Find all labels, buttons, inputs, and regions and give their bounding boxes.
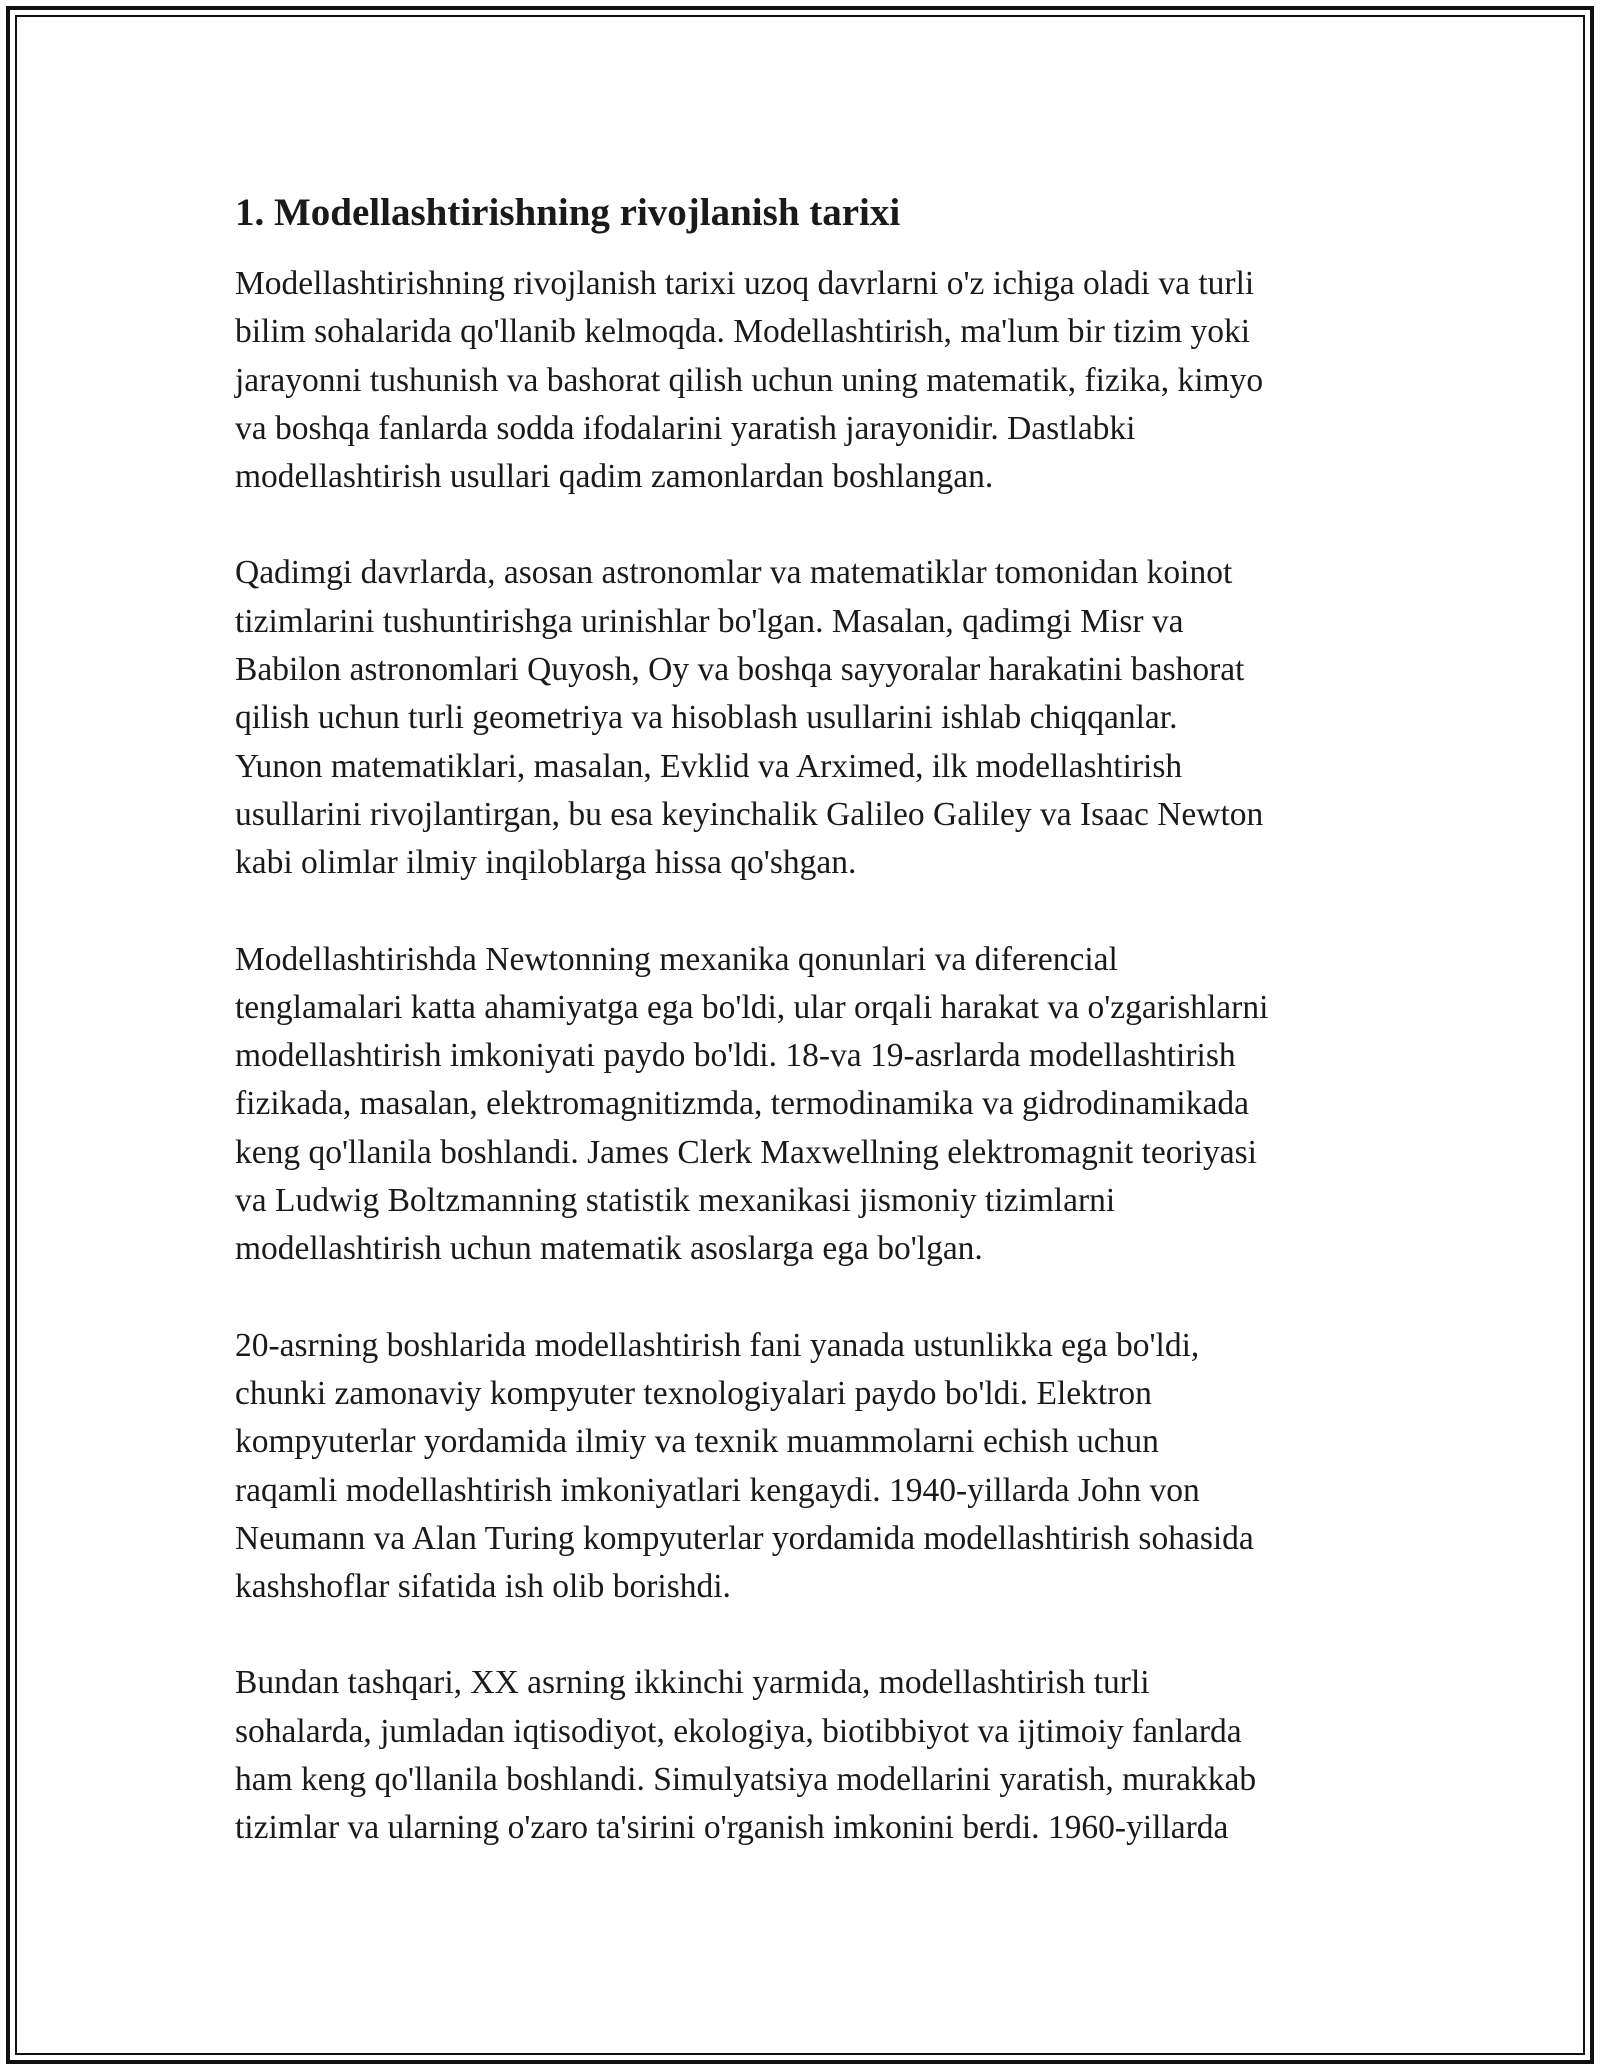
paragraph-line: tizimlarini tushuntirishga urinishlar bo'lgan. Masalan, qadimgi Misr va bbox=[235, 602, 1184, 640]
paragraph-line: keng qo'llanila boshlandi. James Clerk Maxwellning elektromagnit teoriyasi bbox=[235, 1133, 1257, 1171]
paragraph-line: raqamli modellashtirish imkoniyatlari kengaydi. 1940-yillarda John von bbox=[235, 1471, 1200, 1509]
paragraph-line: modellashtirish imkoniyati paydo bo'ldi. 18-va 19-asrlarda modellashtirish bbox=[235, 1037, 1236, 1075]
paragraph-line: Yunon matematiklari, masalan, Evklid va Arximed, ilk modellashtirish bbox=[235, 747, 1183, 785]
body-paragraph bbox=[235, 1322, 1370, 1612]
paragraph-line: Modellashtirishda Newtonning mexanika qonunlari va diferencial bbox=[235, 940, 1118, 978]
paragraph-line: va Ludwig Boltzmanning statistik mexanikasi jismoniy tizimlarni bbox=[235, 1182, 1116, 1220]
paragraph-line: tenglamalari katta ahamiyatga ega bo'ldi, ular orqali harakat va o'zgarishlarni bbox=[235, 988, 1269, 1026]
body-paragraph bbox=[235, 1659, 1370, 1852]
section-heading: 1. Modellashtirishning rivojlanish tarixi bbox=[235, 191, 901, 234]
paragraph-line: modellashtirish usullari qadim zamonlardan boshlangan. bbox=[235, 458, 994, 496]
paragraph-line: kashshoflar sifatida ish olib borishdi. bbox=[235, 1568, 731, 1606]
paragraph-line: fizikada, masalan, elektromagnitizmda, termodinamika va gidrodinamikada bbox=[235, 1085, 1249, 1123]
body-paragraph bbox=[235, 936, 1370, 1274]
paragraph-line: jarayonni tushunish va bashorat qilish uchun uning matematik, fizika, kimyo bbox=[235, 361, 1264, 399]
paragraph-line: va boshqa fanlarda sodda ifodalarini yaratish jarayonidir. Dastlabki bbox=[235, 409, 1136, 447]
paragraph-line: 20-asrning boshlarida modellashtirish fani yanada ustunlikka ega bo'ldi, bbox=[235, 1326, 1200, 1364]
body-paragraph bbox=[235, 260, 1370, 501]
paragraph-line: Qadimgi davrlarda, asosan astronomlar va matematiklar tomonidan koinot bbox=[235, 554, 1233, 592]
paragraph-line: qilish uchun turli geometriya va hisoblash usullarini ishlab chiqqanlar. bbox=[235, 699, 1178, 737]
body-paragraph bbox=[235, 549, 1370, 887]
paragraph-line: tizimlar va ularning o'zaro ta'sirini o'rganish imkonini berdi. 1960-yillarda bbox=[235, 1809, 1229, 1847]
paragraph-list bbox=[235, 260, 1370, 1853]
paragraph-line: ham keng qo'llanila boshlandi. Simulyatsiya modellarini yaratish, murakkab bbox=[235, 1761, 1257, 1799]
paragraph-line: Neumann va Alan Turing kompyuterlar yordamida modellashtirish sohasida bbox=[235, 1519, 1254, 1557]
paragraph-line: modellashtirish uchun matematik asoslarga ega bo'lgan. bbox=[235, 1230, 983, 1268]
paragraph-line: kompyuterlar yordamida ilmiy va texnik muammolarni echish uchun bbox=[235, 1423, 1159, 1461]
paragraph-line: bilim sohalarida qo'llanib kelmoqda. Modellashtirish, ma'lum bir tizim yoki bbox=[235, 313, 1251, 351]
paragraph-line: chunki zamonaviy kompyuter texnologiyalari paydo bo'ldi. Elektron bbox=[235, 1374, 1152, 1412]
paragraph-line: Modellashtirishning rivojlanish tarixi uzoq davrlarni o'z ichiga oladi va turli bbox=[235, 265, 1255, 302]
paragraph-line: sohalarda, jumladan iqtisodiyot, ekologiya, biotibbiyot va ijtimoiy fanlarda bbox=[235, 1712, 1242, 1750]
paragraph-line: Babilon astronomlari Quyosh, Oy va boshqa sayyoralar harakatini bashorat bbox=[235, 651, 1245, 689]
document-body bbox=[235, 188, 1370, 1901]
paragraph-line: Bundan tashqari, XX asrning ikkinchi yarmida, modellashtirish turli bbox=[235, 1664, 1150, 1702]
paragraph-line: kabi olimlar ilmiy inqiloblarga hissa qo'shgan. bbox=[235, 844, 857, 882]
paragraph-line: usullarini rivojlantirgan, bu esa keyinchalik Galileo Galiley va Isaac Newton bbox=[235, 795, 1264, 833]
